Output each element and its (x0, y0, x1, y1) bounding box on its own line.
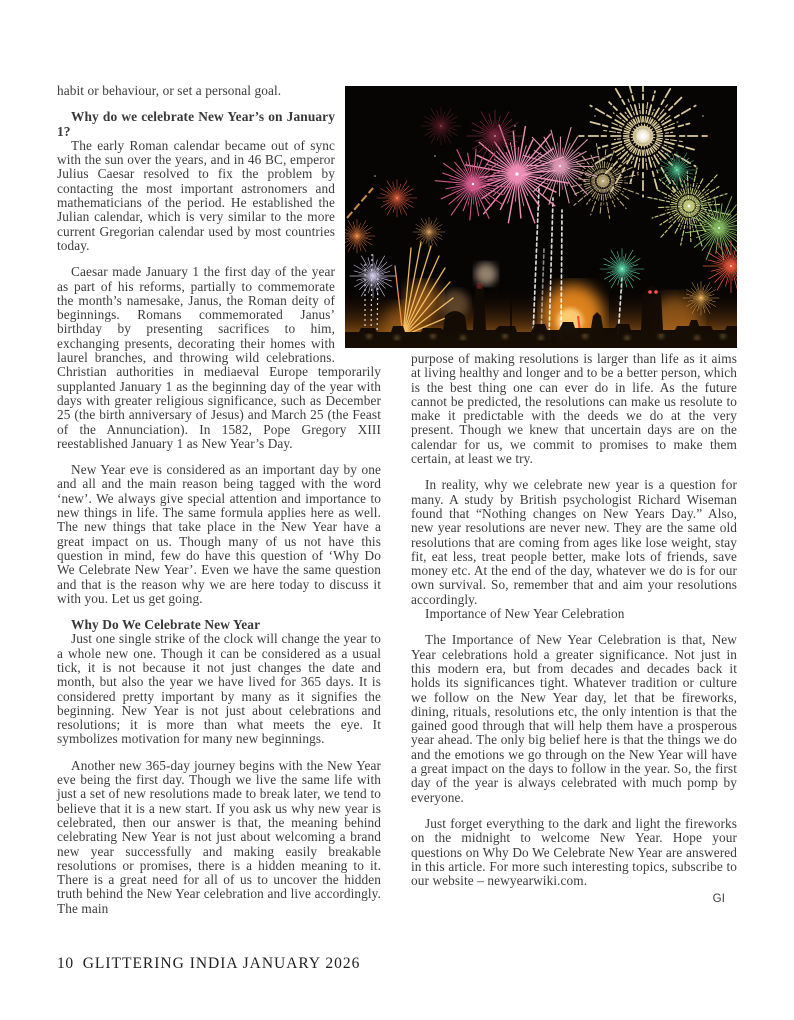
page-footer (57, 955, 360, 973)
body-paragraph: Just one single strike of the clock will change the year to a whole new one. Though it can be considered as a usual tick, it is not because it not just changes the date and month, but also the year we have lived for 365 days. It is considered pretty important by many as it signifies the beginning. New Year is not just about celebrations and resolutions; it is more than what meets the eye. It symbolizes motivation for many new beginnings. (57, 631, 381, 747)
section-heading-why-celebrate: Why Do We Celebrate New Year (71, 617, 261, 633)
body-paragraph: Just forget everything to the dark and light the fireworks on the midnight to welcome New Year. Hope your questions on Why Do We Celebrate New Year are answered in this article. For more such interesting topics, subscribe to our website – newyearwiki.com. (411, 815, 737, 889)
body-paragraph: New Year eve is considered as an important day by one and all and the main reason being tagged with the word ‘new’. We always give special attention and importance to new things in life. The same formula applies here as well. The new things that take place in the New Year have a great impact on us. Though many of us not have this question in mind, few do have this question of ‘Why Do We Celebrate New Year’. Even we have the same question and that is the reason why we are here today to discuss it with you. Let us get going. (57, 462, 381, 606)
body-paragraph: purpose of making resolutions is larger than life as it aims at living healthy and longer and to be a better person, which is the best thing one can ever do in life. As the future cannot be predicted, the resolutions can make us resolute to make it predictable with the deeds we do at the very present. Though we knew that uncertain days are on the calendar for us, we commit to promises to make them certain, at least we try. (411, 351, 737, 467)
body-paragraph: Caesar made January 1 the first day of the year as part of his reforms, partially to commemorate the month’s namesake, Janus, the Roman deity of beginnings. Romans commemorated Janus’ birthday by presenting sacrifices to him, exchanging presents, decorating their homes with laurel branches, and throwing wild celebrations. Christian authorities in mediaeval Europe temporarily supplanted January 1 as the beginning day of the year with days with greater religious significance, such as December 25 (the birth anniversary of Jesus) and March 25 (the Feast of the Annunciation). In 1582, Pope Gregory XIII reestablished January 1 as New Year’s Day. (57, 264, 381, 451)
photo-wrap-spacer (335, 84, 381, 364)
body-paragraph: The early Roman calendar became out of sync with the sun over the years, and in 46 BC, emperor Julius Caesar resolved to fix the problem by contacting the most important astronomers and mathematicians of the period. He established the Julian calendar, which is very similar to the more current Gregorian calendar used by most countries today. (57, 137, 335, 253)
section-heading-why-january-1: Why do we celebrate New Year’s on January 1? (57, 109, 335, 139)
left-column (57, 84, 381, 928)
sub-heading-importance: Importance of New Year Celebration (425, 606, 625, 622)
fireworks-photo (345, 86, 737, 348)
footer-page-number: 10 (57, 955, 74, 972)
article-end-mark: GI (712, 893, 725, 906)
body-paragraph: Another new 365-day journey begins with the New Year eve being the first day. Though we live the same life with just a set of new resolutions made to break later, we tend to believe that it is a new start. If you ask us why new year is celebrated, then our answer is that, the meaning behind celebrating New Year is not just about welcoming a brand new year successfully and making easily breakable resolutions or promises, there is a hidden meaning to it. There is a great need for all of us to uncover the hidden truth behind the New Year celebration and live accordingly. The main (57, 757, 381, 916)
body-paragraph: The Importance of New Year Celebration is that, New Year celebrations hold a greater significance. Not just in this modern era, but from decades and decades back it holds its significances tight. Whatever tradition or culture we follow on the New Year day, let that be fireworks, dining, rituals, resolutions etc, the only intention is that the gained good through that will help them have a prosperous year ahead. The only big belief here is that the things we do and the emotions we go through on the New Year will have a great impact on the days to follow in the year. So, the first day of the year is always celebrated with much pomp by everyone. (411, 632, 737, 805)
footer-magazine-title: GLITTERING INDIA JANUARY 2026 (82, 955, 361, 972)
body-paragraph: In reality, why we celebrate new year is a question for many. A study by British psychologist Richard Wiseman found that “Nothing changes on New Years Day.” Also, new year resolutions are never new. They are the same old resolutions that are coming from ages like lose weight, stay fit, eat less, treat people better, make lots of friends, save money etc. At the end of the day, whatever we do is for our own survival. So, remember that and aim your resolutions accordingly. (411, 477, 737, 607)
continuation-text: habit or behaviour, or set a personal goal. (57, 83, 282, 98)
right-column (411, 352, 737, 907)
